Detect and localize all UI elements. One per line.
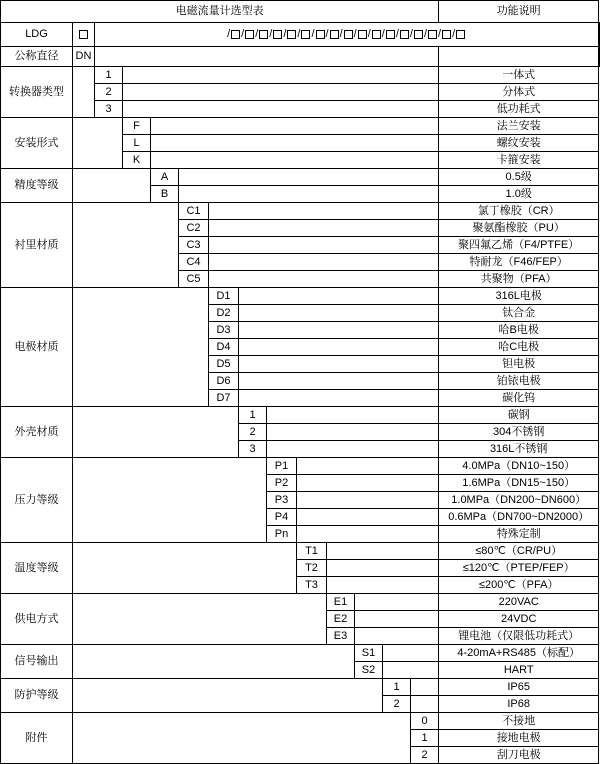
spacer-cell: [297, 475, 439, 492]
desc-liner-C1: 氯丁橡胶（CR）: [439, 203, 599, 220]
desc-protection-1: IP65: [439, 679, 599, 696]
code-accessory-0: 0: [411, 713, 439, 730]
code-power-E3: E3: [327, 628, 355, 645]
desc-temperature-T2: ≤120℃（PTEP/FEP）: [439, 560, 599, 577]
category-converter-type: 转换器类型: [1, 67, 73, 118]
spacer-cell: [123, 67, 439, 84]
desc-protection-2: IP68: [439, 696, 599, 713]
desc-housing-2: 304不锈钢: [439, 424, 599, 441]
spacer-cell: [383, 662, 439, 679]
category-accuracy-class: 精度等级: [1, 169, 73, 203]
spacer-cell: [95, 47, 439, 67]
desc-signal-S2: HART: [439, 662, 599, 679]
spacer-cell: [239, 288, 439, 305]
spacer-cell: [239, 390, 439, 407]
code-electrode-D2: D2: [209, 305, 239, 322]
spacer-cell: [73, 679, 383, 713]
spacer-cell: [327, 543, 439, 560]
desc-liner-C5: 共聚物（PFA）: [439, 271, 599, 288]
spacer-cell: [151, 135, 439, 152]
spacer-cell: [411, 679, 439, 696]
category-electrode-material: 电极材质: [1, 288, 73, 407]
spacer-cell: [151, 118, 439, 135]
spacer-cell: [239, 305, 439, 322]
spacer-cell: [209, 220, 439, 237]
spacer-cell: [355, 611, 439, 628]
desc-pressure-P2: 1.6MPa（DN15~150）: [439, 475, 599, 492]
desc-install-F: 法兰安装: [439, 118, 599, 135]
category-protection-class: 防护等级: [1, 679, 73, 713]
code-electrode-D5: D5: [209, 356, 239, 373]
code-signal-S2: S2: [355, 662, 383, 679]
spacer-cell: [297, 526, 439, 543]
desc-electrode-D5: 钽电极: [439, 356, 599, 373]
code-converter-2: 2: [95, 84, 123, 101]
spacer-cell: [73, 594, 327, 645]
desc-accuracy-B: 1.0级: [439, 186, 599, 203]
spacer-cell: [239, 373, 439, 390]
spacer-cell: [73, 713, 411, 764]
desc-liner-C4: 特耐龙（F46/FEP）: [439, 254, 599, 271]
category-liner-material: 衬里材质: [1, 203, 73, 288]
desc-accuracy-A: 0.5级: [439, 169, 599, 186]
desc-accessory-2: 刮刀电极: [439, 747, 599, 764]
spacer-cell: [179, 169, 439, 186]
desc-pressure-P4: 0.6MPa（DN700~DN2000）: [439, 509, 599, 526]
desc-housing-3: 316L不锈钢: [439, 441, 599, 458]
desc-accessory-0: 不接地: [439, 713, 599, 730]
code-install-K: K: [123, 152, 151, 169]
desc-electrode-D6: 铂铱电极: [439, 373, 599, 390]
spacer-cell: [209, 271, 439, 288]
category-housing-material: 外壳材质: [1, 407, 73, 458]
code-pressure-Pn: Pn: [267, 526, 297, 543]
code-accuracy-A: A: [151, 169, 179, 186]
spacer-cell: [411, 696, 439, 713]
code-pressure-P4: P4: [267, 509, 297, 526]
category-install-type: 安装形式: [1, 118, 73, 169]
spacer-cell: [73, 118, 123, 169]
code-signal-S1: S1: [355, 645, 383, 662]
desc-install-L: 螺纹安装: [439, 135, 599, 152]
code-liner-C3: C3: [179, 237, 209, 254]
desc-pressure-P3: 1.0MPa（DN200~DN600）: [439, 492, 599, 509]
code-electrode-D3: D3: [209, 322, 239, 339]
code-dn: DN: [73, 47, 95, 67]
code-liner-C1: C1: [179, 203, 209, 220]
spacer-cell: [73, 543, 297, 594]
code-pressure-P1: P1: [267, 458, 297, 475]
desc-temperature-T3: ≤200℃（PFA）: [439, 577, 599, 594]
spacer-cell: [327, 560, 439, 577]
spacer-cell: [297, 458, 439, 475]
code-protection-2: 2: [383, 696, 411, 713]
spacer-cell: [599, 23, 600, 47]
spacer-cell: [73, 67, 95, 118]
code-pressure-P3: P3: [267, 492, 297, 509]
code-electrode-D4: D4: [209, 339, 239, 356]
spacer-cell: [73, 407, 239, 458]
spacer-cell: [123, 101, 439, 118]
code-accessory-1: 1: [411, 730, 439, 747]
desc-housing-1: 碳钢: [439, 407, 599, 424]
desc-electrode-D2: 钛合金: [439, 305, 599, 322]
spacer-cell: [209, 254, 439, 271]
spacer-cell: [179, 186, 439, 203]
desc-converter-1: 一体式: [439, 67, 599, 84]
table-title: 电磁流量计选型表: [1, 1, 439, 23]
spacer-cell: [267, 441, 439, 458]
desc-electrode-D4: 哈C电极: [439, 339, 599, 356]
code-power-E1: E1: [327, 594, 355, 611]
category-pressure-class: 压力等级: [1, 458, 73, 543]
code-temperature-T2: T2: [297, 560, 327, 577]
category-signal-output: 信号输出: [1, 645, 73, 679]
code-converter-3: 3: [95, 101, 123, 118]
code-pressure-P2: P2: [267, 475, 297, 492]
code-protection-1: 1: [383, 679, 411, 696]
spacer-cell: [73, 203, 179, 288]
code-housing-1: 1: [239, 407, 267, 424]
spacer-cell: [239, 356, 439, 373]
desc-converter-3: 低功耗式: [439, 101, 599, 118]
desc-power-E3: 锂电池（仅限低功耗式）: [439, 628, 599, 645]
spacer-cell: [439, 47, 599, 67]
code-housing-3: 3: [239, 441, 267, 458]
spacer-cell: [239, 339, 439, 356]
code-install-F: F: [123, 118, 151, 135]
spacer-cell: [209, 203, 439, 220]
code-converter-1: 1: [95, 67, 123, 84]
desc-pressure-P1: 4.0MPa（DN10~150）: [439, 458, 599, 475]
desc-header: 功能说明: [439, 1, 599, 23]
model-prefix: LDG: [1, 23, 73, 47]
code-install-L: L: [123, 135, 151, 152]
desc-electrode-D7: 碳化钨: [439, 390, 599, 407]
spacer-cell: [73, 288, 209, 407]
desc-signal-S1: 4-20mA+RS485（标配）: [439, 645, 599, 662]
desc-liner-C2: 聚氨酯橡胶（PU）: [439, 220, 599, 237]
spacer-cell: [123, 84, 439, 101]
spacer-cell: [355, 628, 439, 645]
code-accuracy-B: B: [151, 186, 179, 203]
desc-power-E1: 220VAC: [439, 594, 599, 611]
code-box-first: [73, 23, 95, 47]
spacer-cell: [355, 594, 439, 611]
desc-nominal-diameter: [599, 47, 600, 67]
spacer-cell: [151, 152, 439, 169]
category-temperature-class: 温度等级: [1, 543, 73, 594]
desc-temperature-T1: ≤80℃（CR/PU）: [439, 543, 599, 560]
category-accessories: 附件: [1, 713, 73, 764]
spacer-cell: [267, 424, 439, 441]
code-electrode-D7: D7: [209, 390, 239, 407]
desc-electrode-D1: 316L电极: [439, 288, 599, 305]
desc-accessory-1: 接地电极: [439, 730, 599, 747]
spacer-cell: [267, 407, 439, 424]
code-liner-C2: C2: [179, 220, 209, 237]
category-nominal-diameter: 公称直径: [1, 47, 73, 67]
code-electrode-D1: D1: [209, 288, 239, 305]
spacer-cell: [327, 577, 439, 594]
spacer-cell: [239, 322, 439, 339]
desc-power-E2: 24VDC: [439, 611, 599, 628]
desc-pressure-Pn: 特殊定制: [439, 526, 599, 543]
desc-install-K: 卡箍安装: [439, 152, 599, 169]
desc-converter-2: 分体式: [439, 84, 599, 101]
desc-liner-C3: 聚四氟乙烯（F4/PTFE）: [439, 237, 599, 254]
spacer-cell: [209, 237, 439, 254]
code-temperature-T3: T3: [297, 577, 327, 594]
code-liner-C4: C4: [179, 254, 209, 271]
category-power-supply: 供电方式: [1, 594, 73, 645]
desc-electrode-D3: 哈B电极: [439, 322, 599, 339]
spacer-cell: [297, 509, 439, 526]
code-boxes-row: / / / / / / / / / / / / / / / / /: [95, 23, 599, 47]
code-power-E2: E2: [327, 611, 355, 628]
spacer-cell: [297, 492, 439, 509]
code-housing-2: 2: [239, 424, 267, 441]
spacer-cell: [383, 645, 439, 662]
spacer-cell: [73, 645, 355, 679]
code-liner-C5: C5: [179, 271, 209, 288]
code-temperature-T1: T1: [297, 543, 327, 560]
spacer-cell: [73, 169, 151, 203]
code-electrode-D6: D6: [209, 373, 239, 390]
spacer-cell: [73, 458, 267, 543]
code-accessory-2: 2: [411, 747, 439, 764]
